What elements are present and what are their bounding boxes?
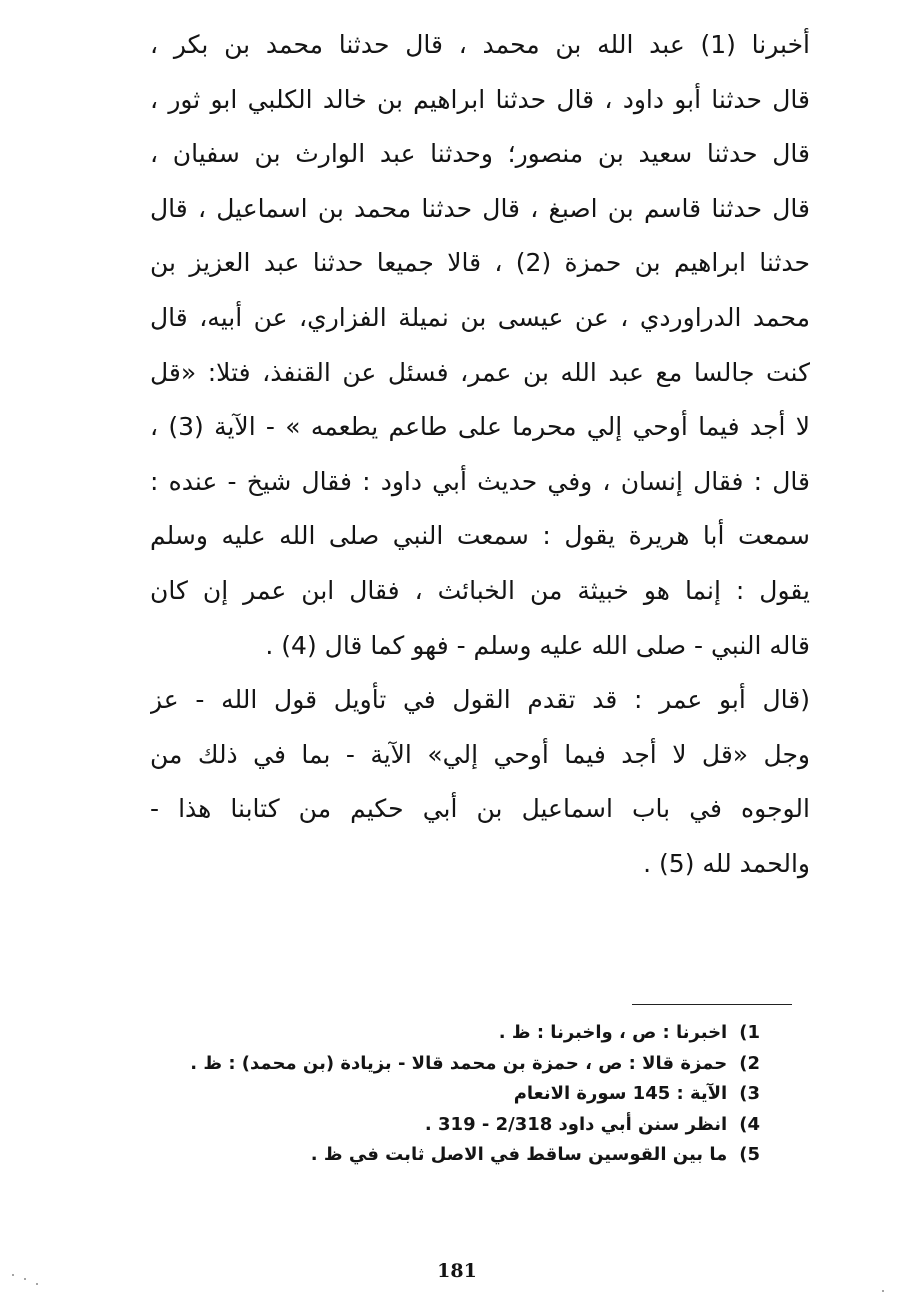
text-line: يقول : إنما هو خبيثة من الخبائث ، فقال ابن عمر إن كان <box>150 575 810 605</box>
text-line: والحمد لله (5) . <box>643 848 810 878</box>
footnote <box>150 1140 760 1171</box>
text-line: قاله النبي - صلى الله عليه وسلم - فهو كما قال (4) . <box>265 630 810 660</box>
footnote <box>150 1079 760 1110</box>
text-line: قال : فقال إنسان ، وفي حديث أبي داود : فقال شيخ - عنده : <box>150 466 810 496</box>
scan-speck <box>36 1283 38 1285</box>
text-line: كنت جالسا مع عبد الله بن عمر، فسئل عن القنفذ، فتلا: «قل <box>150 357 810 387</box>
footnote-divider <box>632 1004 792 1005</box>
footnote-text: حمزة قالا : ص ، حمزة بن محمد قالا - بزيادة (بن محمد) : ظ . <box>190 1052 728 1074</box>
text-line: سمعت أبا هريرة يقول : سمعت النبي صلى الله عليه وسلم <box>150 521 810 551</box>
text-line: محمد الدراوردي ، عن عيسى بن نميلة الفزاري، عن أبيه، قال <box>150 302 810 332</box>
footnote-number: 4) <box>739 1113 760 1135</box>
text-line: حدثنا ابراهيم بن حمزة (2) ، قالا جميعا حدثنا عبد العزيز بن <box>150 248 810 278</box>
footnote-text: ما بين القوسين ساقط في الاصل ثابت في ظ . <box>310 1144 728 1165</box>
text-line: أخبرنا (1) عبد الله بن محمد ، قال حدثنا محمد بن بكر ، <box>150 30 810 59</box>
text-line: قال حدثنا أبو داود ، قال حدثنا ابراهيم بن خالد الكلبي ابو ثور ، <box>150 84 810 114</box>
text-line: وجل «قل لا أجد فيما أوحي إلي» الآية - بما في ذلك من <box>150 739 810 769</box>
footnote-text: انظر سنن أبي داود 2/318 - 319 . <box>424 1113 728 1135</box>
main-text <box>150 18 810 892</box>
scan-speck <box>882 1290 884 1292</box>
footnotes <box>150 1018 760 1171</box>
footnote-text: الآية : 145 سورة الانعام <box>513 1083 728 1104</box>
footnote-text: اخبرنا : ص ، واخبرنا : ظ . <box>498 1022 728 1043</box>
footnote-number: 2) <box>739 1052 760 1074</box>
text-line: (قال أبو عمر : قد تقدم القول في تأويل قول الله - عز <box>150 685 810 715</box>
footnote <box>150 1018 760 1049</box>
text-line: الوجوه في باب اسماعيل بن أبي حكيم من كتابنا هذا - <box>150 794 810 824</box>
footnote <box>150 1110 760 1141</box>
text-line: لا أجد فيما أوحي إلي محرما على طاعم يطعمه » - الآية (3) ، <box>150 412 810 442</box>
scan-speck <box>24 1278 26 1280</box>
footnote-number: 3) <box>739 1083 760 1104</box>
page-number: 181 <box>437 1260 477 1282</box>
footnote-number: 5) <box>739 1144 760 1165</box>
scan-speck <box>12 1274 14 1276</box>
text-line: قال حدثنا سعيد بن منصور؛ وحدثنا عبد الوارث بن سفيان ، <box>150 139 810 169</box>
footnote-number: 1) <box>739 1022 760 1043</box>
text-line: قال حدثنا قاسم بن اصبغ ، قال حدثنا محمد بن اسماعيل ، قال <box>150 193 810 223</box>
footnote <box>150 1049 760 1080</box>
